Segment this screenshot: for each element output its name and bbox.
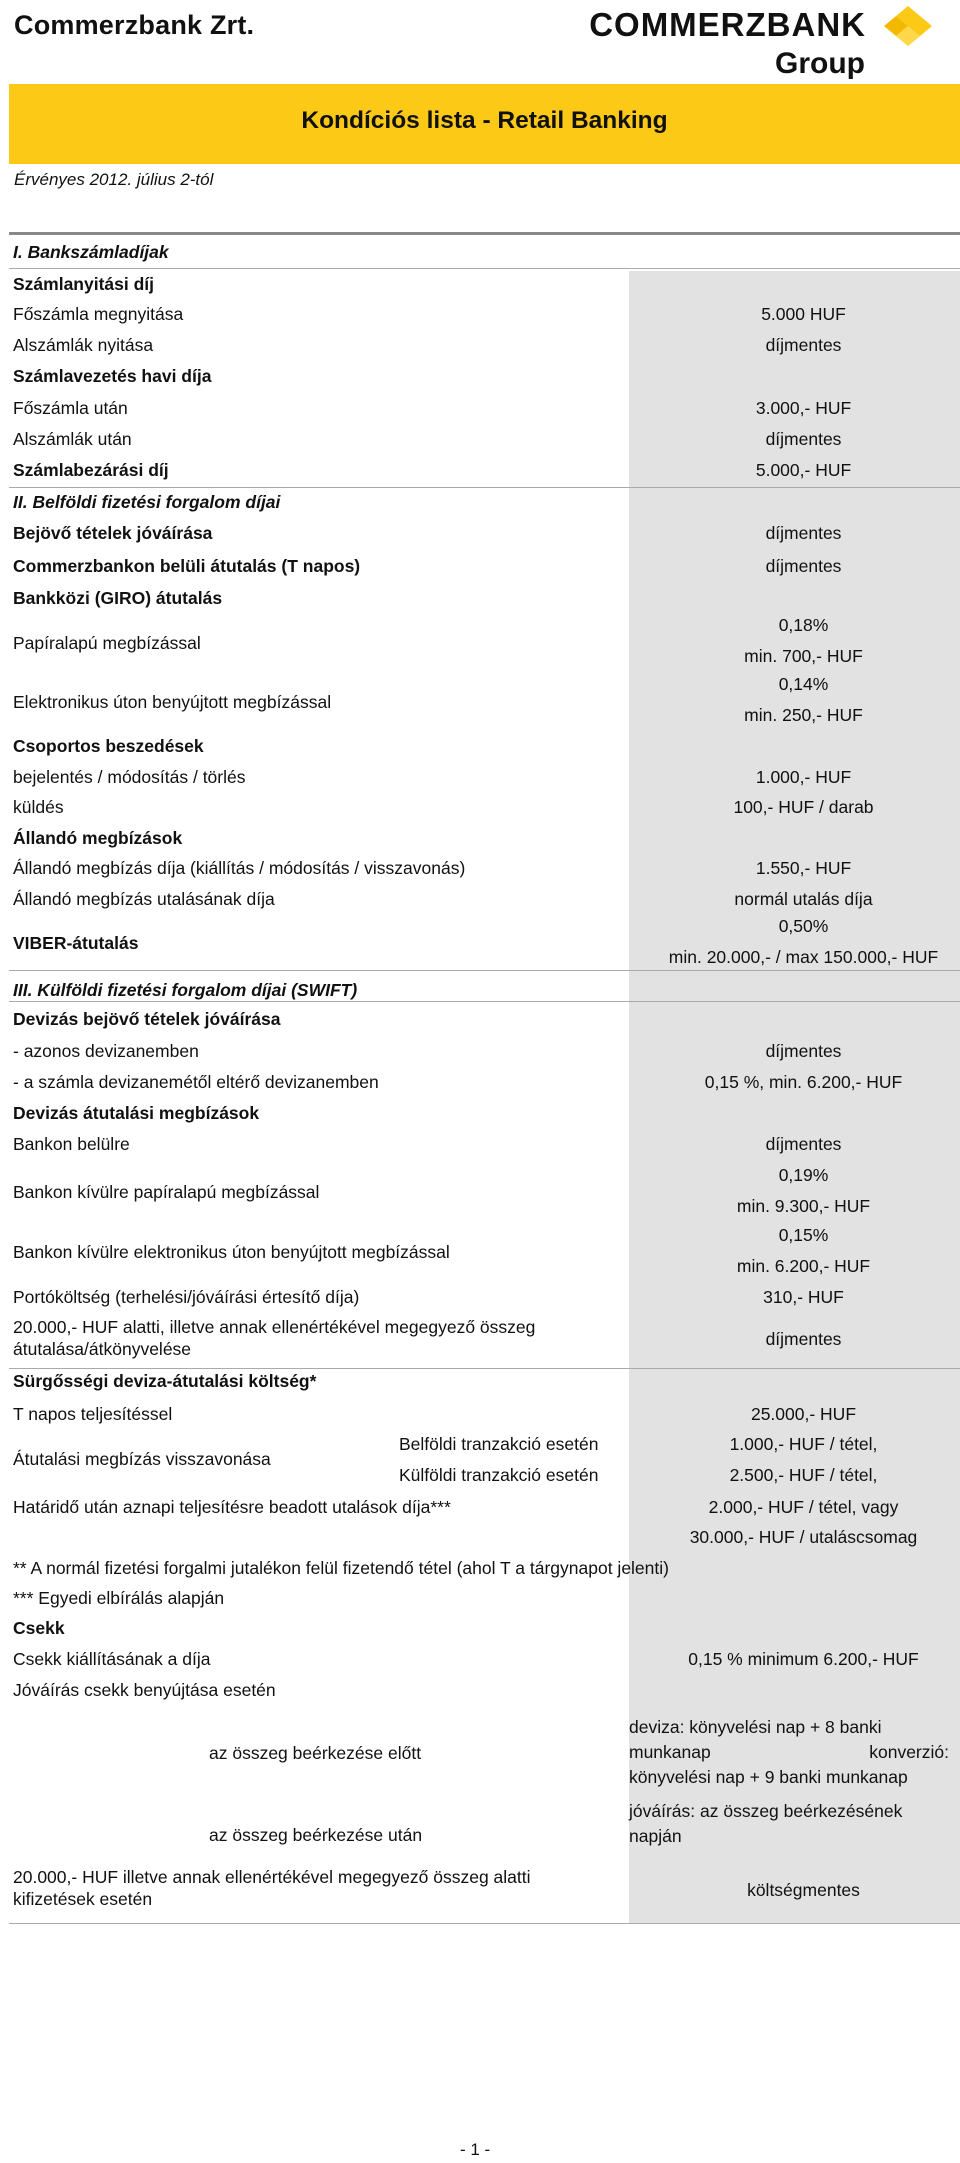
page-title: Kondíciós lista - Retail Banking	[301, 107, 668, 134]
row-divider	[9, 1923, 960, 1924]
row-divider	[9, 487, 960, 488]
commerzbank-ribbon-logo-icon	[882, 4, 934, 48]
company-name: Commerzbank Zrt.	[14, 10, 255, 40]
row-divider	[9, 268, 960, 269]
section-divider	[9, 232, 960, 235]
page-number: - 1 -	[460, 2140, 491, 2159]
validity-date: Érvényes 2012. július 2-tól	[14, 170, 214, 189]
value-column-background	[629, 271, 960, 1923]
logo-group: Group	[775, 47, 865, 80]
row-divider	[9, 1001, 960, 1002]
logo-name: COMMERZBANK	[589, 6, 866, 43]
row-divider	[9, 970, 960, 971]
row-divider	[9, 1368, 960, 1369]
